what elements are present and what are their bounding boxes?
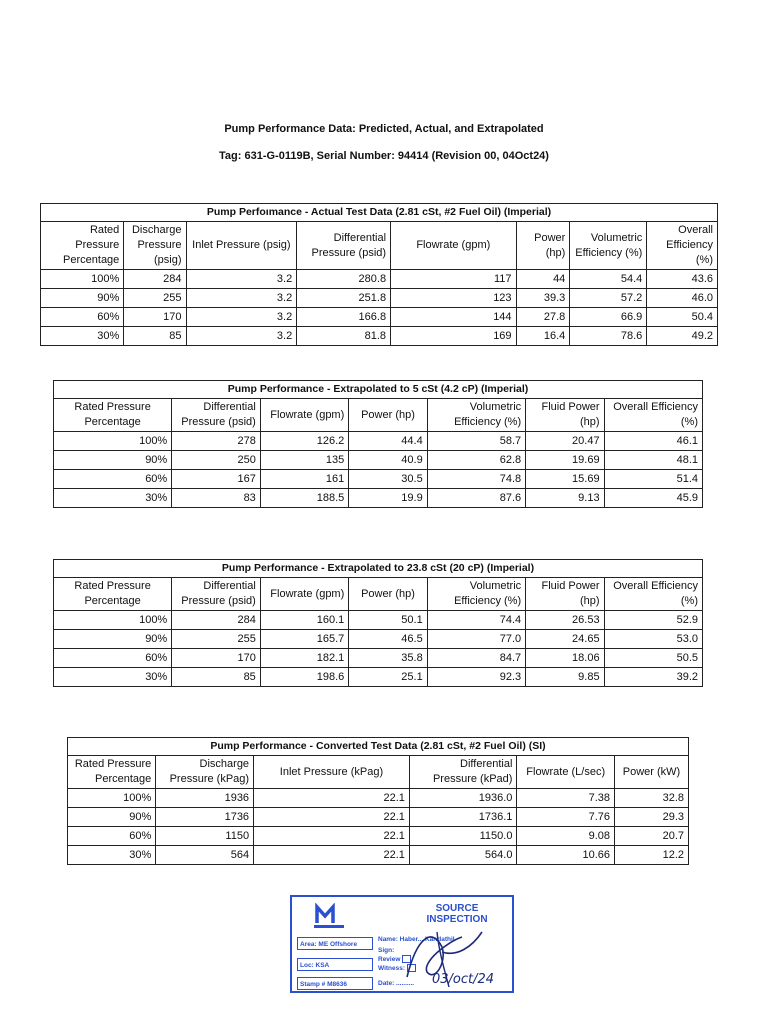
table-row <box>54 668 703 687</box>
column-header: Differential Pressure (psid) <box>172 399 261 432</box>
table-row <box>54 432 703 451</box>
table-cell: 74.8 <box>427 470 525 489</box>
page-subtitle: Tag: 631-G-0119B, Serial Number: 94414 (Revision 00, 04Oct24) <box>219 150 549 162</box>
column-header: Power (hp) <box>349 399 427 432</box>
table-header-row <box>54 578 703 611</box>
table-header-row <box>41 222 718 270</box>
table-cell: 30% <box>68 846 156 865</box>
table-cell: 9.08 <box>517 827 615 846</box>
table-cell: 52.9 <box>604 611 702 630</box>
table-cell: 117 <box>391 270 516 289</box>
table-cell: 278 <box>172 432 261 451</box>
table-cell: 53.0 <box>604 630 702 649</box>
stamp-date: Date: .......... <box>378 980 415 987</box>
table-cell: 44 <box>516 270 570 289</box>
table-cell: 50.5 <box>604 649 702 668</box>
table-cell: 25.1 <box>349 668 427 687</box>
table-cell: 90% <box>41 289 124 308</box>
source-inspection-stamp <box>290 895 514 993</box>
table-cell: 19.69 <box>526 451 604 470</box>
stamp-area: Area: ME Offshore <box>297 937 373 950</box>
table-cell: 255 <box>172 630 261 649</box>
table-row <box>68 789 689 808</box>
column-header: Differential Pressure (kPad) <box>409 756 517 789</box>
table-cell: 90% <box>54 630 172 649</box>
column-header: Rated Pressure Percentage <box>68 756 156 789</box>
table-cell: 100% <box>54 611 172 630</box>
column-header: Flowrate (gpm) <box>391 222 516 270</box>
table-cell: 1736 <box>156 808 254 827</box>
table-cell: 250 <box>172 451 261 470</box>
table-cell: 30.5 <box>349 470 427 489</box>
column-header: Flowrate (L/sec) <box>517 756 615 789</box>
page-title: Pump Performance Data: Predicted, Actual, and Extrapolated <box>224 123 544 135</box>
table-cell: 87.6 <box>427 489 525 508</box>
table-cell: 60% <box>68 827 156 846</box>
table-cell: 30% <box>54 489 172 508</box>
table-cell: 7.76 <box>517 808 615 827</box>
stamp-date-value: 03/oct/24 <box>432 972 495 987</box>
column-header: Differential Pressure (psid) <box>172 578 261 611</box>
table-caption: Pump Performance - Converted Test Data (2.81 cSt, #2 Fuel Oil) (SI) <box>68 738 689 756</box>
table-row <box>41 308 718 327</box>
column-header: Volumetric Efficiency (%) <box>427 399 525 432</box>
table-cell: 30% <box>54 668 172 687</box>
table-cell: 85 <box>172 668 261 687</box>
table-cell: 20.47 <box>526 432 604 451</box>
table-row <box>54 451 703 470</box>
table-header-row <box>68 756 689 789</box>
table-cell: 3.2 <box>186 270 297 289</box>
table-cell: 126.2 <box>260 432 348 451</box>
column-header: Fluid Power (hp) <box>526 399 604 432</box>
table-cell: 92.3 <box>427 668 525 687</box>
column-header: Discharge Pressure (psig) <box>124 222 186 270</box>
table-caption: Pump Performance - Extrapolated to 23.8 cSt (20 cP) (Imperial) <box>54 560 703 578</box>
column-header: Rated Pressure Percentage <box>41 222 124 270</box>
column-header: Overall Efficiency (%) <box>604 578 702 611</box>
stamp-number: Stamp # M8636 <box>297 977 373 990</box>
column-header: Power (kW) <box>615 756 689 789</box>
column-header: Fluid Power (hp) <box>526 578 604 611</box>
table-cell: 188.5 <box>260 489 348 508</box>
table-cell: 44.4 <box>349 432 427 451</box>
table-cell: 100% <box>68 789 156 808</box>
table-cell: 50.1 <box>349 611 427 630</box>
table-row <box>68 846 689 865</box>
actual-test-data-table <box>40 203 718 346</box>
table-cell: 16.4 <box>516 327 570 346</box>
table-row <box>68 827 689 846</box>
table-cell: 60% <box>54 649 172 668</box>
table-row <box>68 808 689 827</box>
table-cell: 169 <box>391 327 516 346</box>
table-row <box>54 489 703 508</box>
table-cell: 60% <box>41 308 124 327</box>
table-cell: 1150 <box>156 827 254 846</box>
stamp-sign: Sign: <box>378 947 395 954</box>
table-cell: 15.69 <box>526 470 604 489</box>
table-cell: 27.8 <box>516 308 570 327</box>
table-row <box>54 649 703 668</box>
table-cell: 24.65 <box>526 630 604 649</box>
column-header: Flowrate (gpm) <box>260 399 348 432</box>
table-cell: 22.1 <box>254 789 410 808</box>
table-cell: 46.5 <box>349 630 427 649</box>
table-cell: 58.7 <box>427 432 525 451</box>
table-cell: 49.2 <box>647 327 718 346</box>
table-cell: 9.85 <box>526 668 604 687</box>
table-cell: 1936.0 <box>409 789 517 808</box>
table-header-row <box>54 399 703 432</box>
table-cell: 1736.1 <box>409 808 517 827</box>
table-cell: 22.1 <box>254 846 410 865</box>
table-cell: 85 <box>124 327 186 346</box>
table-cell: 57.2 <box>570 289 647 308</box>
table-cell: 84.7 <box>427 649 525 668</box>
table-cell: 20.7 <box>615 827 689 846</box>
table-cell: 1150.0 <box>409 827 517 846</box>
table-cell: 18.06 <box>526 649 604 668</box>
table-cell: 166.8 <box>297 308 391 327</box>
table-cell: 170 <box>124 308 186 327</box>
table-cell: 144 <box>391 308 516 327</box>
table-cell: 167 <box>172 470 261 489</box>
stamp-review-label: Review <box>378 956 401 963</box>
table-cell: 135 <box>260 451 348 470</box>
m-logo-icon <box>312 903 348 929</box>
table-cell: 251.8 <box>297 289 391 308</box>
table-cell: 22.1 <box>254 808 410 827</box>
table-cell: 51.4 <box>604 470 702 489</box>
stamp-title-line2: INSPECTION <box>426 914 488 925</box>
table-cell: 35.8 <box>349 649 427 668</box>
converted-si-table <box>67 737 689 865</box>
table-cell: 100% <box>41 270 124 289</box>
table-cell: 66.9 <box>570 308 647 327</box>
column-header: Differential Pressure (psid) <box>297 222 391 270</box>
column-header: Inlet Pressure (kPag) <box>254 756 410 789</box>
table-cell: 30% <box>41 327 124 346</box>
table-caption: Pump Performance - Extrapolated to 5 cSt (4.2 cP) (Imperial) <box>54 381 703 399</box>
table-cell: 100% <box>54 432 172 451</box>
table-cell: 9.13 <box>526 489 604 508</box>
column-header: Discharge Pressure (kPag) <box>156 756 254 789</box>
table-cell: 160.1 <box>260 611 348 630</box>
column-header: Rated Pressure Percentage <box>54 578 172 611</box>
table-cell: 161 <box>260 470 348 489</box>
table-cell: 165.7 <box>260 630 348 649</box>
stamp-witness-label: Witness: <box>378 965 406 972</box>
table-cell: 284 <box>172 611 261 630</box>
table-cell: 280.8 <box>297 270 391 289</box>
column-header: Volumetric Efficiency (%) <box>427 578 525 611</box>
table-cell: 39.3 <box>516 289 570 308</box>
column-header: Overall Efficiency (%) <box>604 399 702 432</box>
table-cell: 90% <box>54 451 172 470</box>
column-header: Flowrate (gpm) <box>260 578 348 611</box>
table-cell: 74.4 <box>427 611 525 630</box>
table-cell: 43.6 <box>647 270 718 289</box>
table-cell: 32.8 <box>615 789 689 808</box>
table-cell: 90% <box>68 808 156 827</box>
table-cell: 22.1 <box>254 827 410 846</box>
stamp-location: Loc: KSA <box>297 958 373 971</box>
table-cell: 198.6 <box>260 668 348 687</box>
table-cell: 60% <box>54 470 172 489</box>
table-cell: 12.2 <box>615 846 689 865</box>
table-cell: 170 <box>172 649 261 668</box>
table-cell: 3.2 <box>186 308 297 327</box>
table-cell: 284 <box>124 270 186 289</box>
table-cell: 29.3 <box>615 808 689 827</box>
table-row <box>41 327 718 346</box>
table-cell: 40.9 <box>349 451 427 470</box>
table-row <box>54 611 703 630</box>
stamp-title-line1: SOURCE <box>435 903 479 914</box>
table-cell: 39.2 <box>604 668 702 687</box>
table-cell: 26.53 <box>526 611 604 630</box>
table-cell: 45.9 <box>604 489 702 508</box>
extrapolated-23cst-table <box>53 559 703 687</box>
table-cell: 564 <box>156 846 254 865</box>
table-cell: 50.4 <box>647 308 718 327</box>
table-row <box>41 289 718 308</box>
table-cell: 19.9 <box>349 489 427 508</box>
table-cell: 3.2 <box>186 289 297 308</box>
table-row <box>54 470 703 489</box>
table-cell: 255 <box>124 289 186 308</box>
table-cell: 46.1 <box>604 432 702 451</box>
table-cell: 48.1 <box>604 451 702 470</box>
table-cell: 81.8 <box>297 327 391 346</box>
stamp-name: Name: Haber... Kandathil <box>378 936 455 943</box>
column-header: Inlet Pressure (psig) <box>186 222 297 270</box>
table-cell: 46.0 <box>647 289 718 308</box>
table-cell: 1936 <box>156 789 254 808</box>
table-row <box>54 630 703 649</box>
column-header: Rated Pressure Percentage <box>54 399 172 432</box>
extrapolated-5cst-table <box>53 380 703 508</box>
table-cell: 10.66 <box>517 846 615 865</box>
column-header: Overall Efficiency (%) <box>647 222 718 270</box>
table-cell: 564.0 <box>409 846 517 865</box>
table-cell: 182.1 <box>260 649 348 668</box>
table-cell: 83 <box>172 489 261 508</box>
column-header: Volumetric Efficiency (%) <box>570 222 647 270</box>
table-caption: Pump Perfoımance - Actual Test Data (2.81 cSt, #2 Fuel Oil) (Imperial) <box>41 204 718 222</box>
table-cell: 78.6 <box>570 327 647 346</box>
table-cell: 7.38 <box>517 789 615 808</box>
table-cell: 77.0 <box>427 630 525 649</box>
column-header: Power (hp) <box>516 222 570 270</box>
table-cell: 62.8 <box>427 451 525 470</box>
column-header: Power (hp) <box>349 578 427 611</box>
table-cell: 3.2 <box>186 327 297 346</box>
table-row <box>41 270 718 289</box>
table-cell: 54.4 <box>570 270 647 289</box>
table-cell: 123 <box>391 289 516 308</box>
